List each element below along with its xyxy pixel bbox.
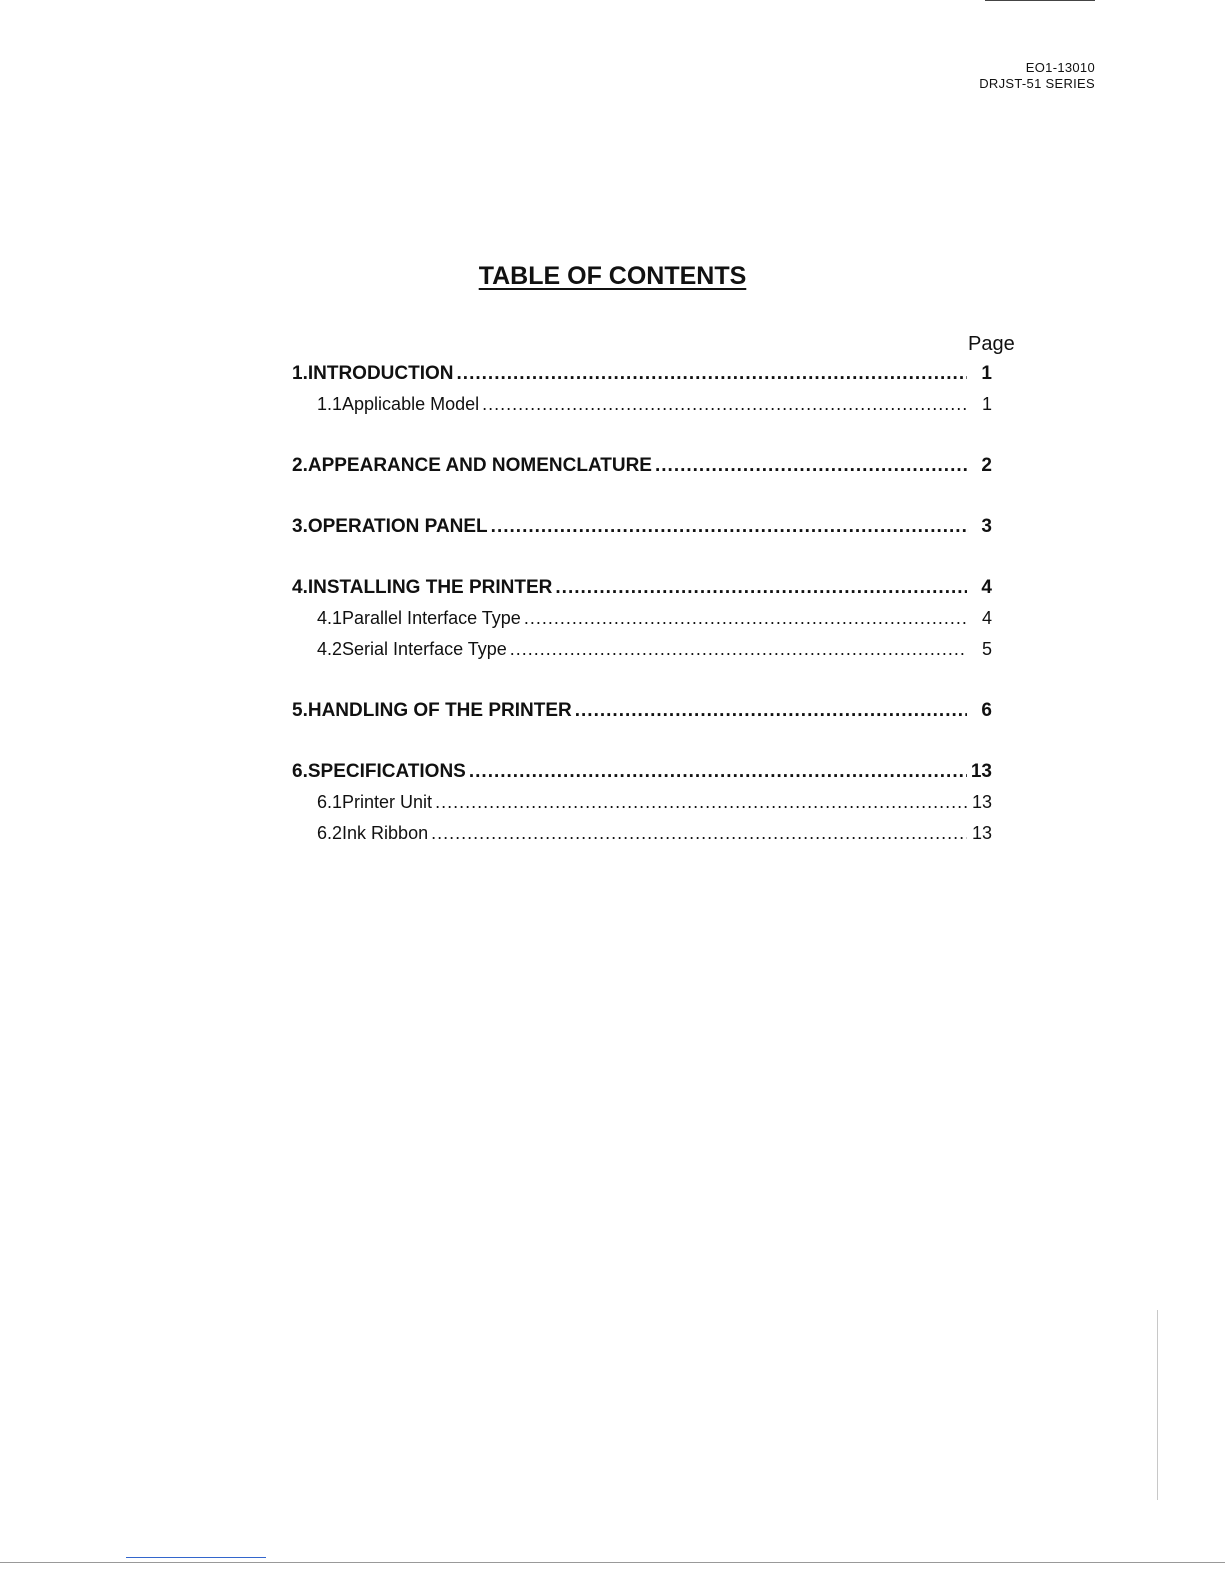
toc-entry-title: Ink Ribbon <box>342 823 429 843</box>
toc-entry-page: 13 <box>971 792 992 812</box>
toc-entry-title: SPECIFICATIONS <box>307 761 466 782</box>
scan-edge-line <box>0 1562 1225 1563</box>
dot-leader <box>469 756 967 787</box>
dot-leader <box>491 511 967 542</box>
toc-entry-number: 4.2 <box>317 639 343 659</box>
toc-entry-page: 1 <box>981 363 992 384</box>
page-column-label: Page <box>968 333 1015 355</box>
toc-list <box>292 358 992 849</box>
toc-entry-number: 4. <box>292 577 308 598</box>
toc-entry-page: 5 <box>981 639 992 659</box>
toc-entry-title: Parallel Interface Type <box>342 608 521 628</box>
toc-entry-page: 1 <box>981 394 992 414</box>
dot-leader <box>555 572 967 603</box>
toc-entry-appearance[interactable] <box>292 450 992 481</box>
toc-entry-title: Applicable Model <box>342 394 480 414</box>
scan-edge-line <box>126 1557 266 1558</box>
toc-entry-page: 13 <box>970 761 992 782</box>
toc-entry-operation-panel[interactable] <box>292 511 992 542</box>
page-header <box>979 60 1095 92</box>
toc-entry-page: 4 <box>981 577 992 598</box>
scan-margin-line <box>1157 1310 1158 1500</box>
toc-entry-title: OPERATION PANEL <box>307 516 488 537</box>
toc-entry-page: 6 <box>981 700 992 721</box>
toc-entry-number: 1.1 <box>317 394 343 414</box>
dot-leader <box>482 389 967 420</box>
toc-entry-number: 6.2 <box>317 823 343 843</box>
toc-entry-number: 2. <box>292 455 308 476</box>
dot-leader <box>524 603 967 634</box>
toc-entry-serial-interface[interactable] <box>292 634 992 665</box>
scan-edge-line <box>985 0 1095 1</box>
dot-leader <box>457 358 967 389</box>
toc-entry-applicable-model[interactable] <box>292 389 992 420</box>
toc-entry-introduction[interactable] <box>292 358 992 389</box>
toc-entry-handling[interactable] <box>292 695 992 726</box>
toc-entry-printer-unit[interactable] <box>292 787 992 818</box>
toc-entry-title: Printer Unit <box>342 792 433 812</box>
dot-leader <box>510 634 967 665</box>
toc-entry-title: INTRODUCTION <box>307 363 454 384</box>
toc-entry-number: 6.1 <box>317 792 343 812</box>
toc-entry-page: 4 <box>981 608 992 628</box>
toc-entry-page: 3 <box>981 516 992 537</box>
series-name: DRJST-51 SERIES <box>979 76 1095 91</box>
page-title: TABLE OF CONTENTS <box>478 262 747 290</box>
toc-entry-number: 1. <box>292 363 308 384</box>
dot-leader <box>575 695 967 726</box>
toc-entry-title: HANDLING OF THE PRINTER <box>307 700 572 721</box>
dot-leader <box>655 450 967 481</box>
toc-entry-page: 2 <box>981 455 992 476</box>
dot-leader <box>431 818 967 849</box>
toc-entry-number: 3. <box>292 516 308 537</box>
toc-entry-title: INSTALLING THE PRINTER <box>307 577 553 598</box>
document-number: EO1-13010 <box>1025 60 1095 75</box>
toc-entry-number: 4.1 <box>317 608 343 628</box>
toc-entry-installing[interactable] <box>292 572 992 603</box>
toc-entry-ink-ribbon[interactable] <box>292 818 992 849</box>
toc-entry-parallel-interface[interactable] <box>292 603 992 634</box>
toc-entry-title: APPEARANCE AND NOMENCLATURE <box>307 455 652 476</box>
toc-entry-page: 13 <box>971 823 992 843</box>
toc-entry-title: Serial Interface Type <box>342 639 507 659</box>
toc-entry-number: 5. <box>292 700 308 721</box>
dot-leader <box>435 787 967 818</box>
toc-entry-number: 6. <box>292 761 308 782</box>
toc-entry-specifications[interactable] <box>292 756 992 787</box>
